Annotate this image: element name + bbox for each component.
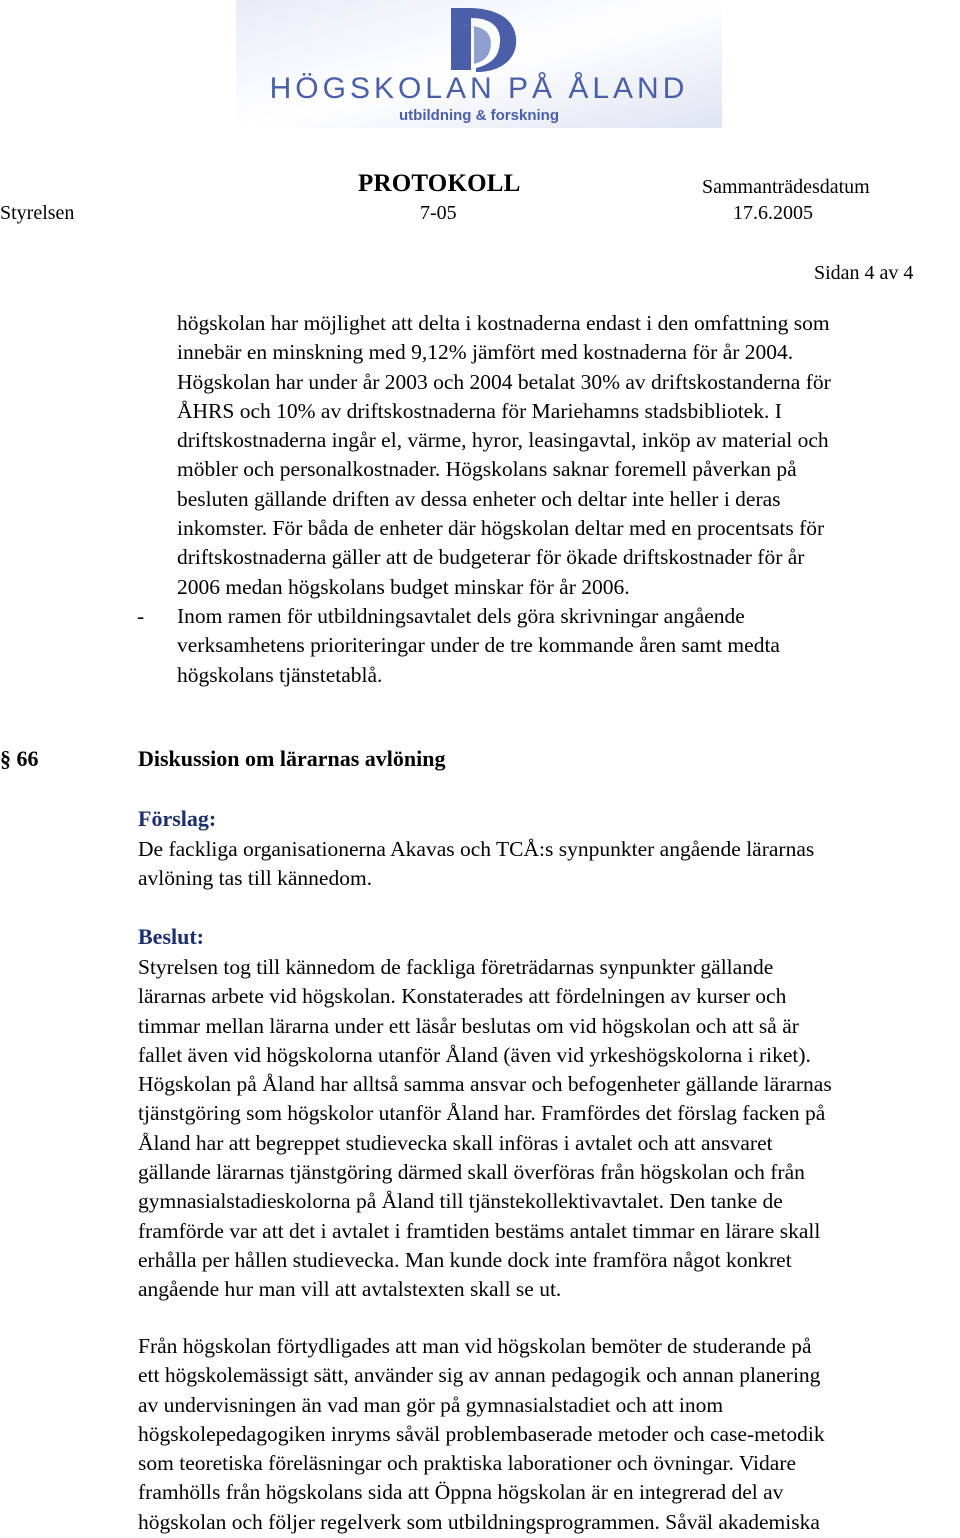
logo-tagline: utbildning & forskning (399, 107, 559, 124)
text-line: timmar mellan lärarna under ett läsår beslutas om vid högskolan och att så är (138, 1013, 799, 1038)
document-title: PROTOKOLL (358, 170, 521, 197)
text-line: Högskolan på Åland har alltså samma ansvar och befogenheter gällande lärarnas (138, 1072, 832, 1097)
decision-label: Beslut: (138, 924, 204, 949)
section-title: Diskussion om lärarnas avlöning (138, 746, 446, 771)
logo-name: HÖGSKOLAN PÅ ÅLAND (269, 72, 689, 105)
text-line: av undervisningen än vad man gör på gymnasialstadiet och att inom (138, 1392, 724, 1417)
text-line: innebär en minskning med 9,12% jämfört med kostnaderna för år 2004. (177, 340, 794, 365)
paragraph-continued (177, 309, 831, 602)
proposal-text (138, 835, 814, 894)
text-line: driftskostnaderna gäller att de budgeterar för ökade driftskostnader för år (177, 545, 805, 570)
text-line: besluten gällande driften av dessa enheter och deltar inte heller i deras (177, 486, 781, 511)
text-line: som teoretiska föreläsningar och praktiska laborationer och övningar. Vidare (138, 1451, 797, 1476)
text-line: ett högskolemässigt sätt, använder sig av annan pedagogik och annan planering (138, 1363, 821, 1388)
decision-text (138, 953, 832, 1305)
text-line: driftskostnaderna ingår el, värme, hyror, leasingavtal, inköp av material och (177, 428, 829, 453)
text-line: högskolan och följer regelverk som utbildningsprogrammen. Såväl akademiska (138, 1509, 820, 1534)
text-line: tjänstgöring som högskolor utanför Åland har. Framfördes det förslag facken på (138, 1101, 826, 1126)
hogskolan-logo (236, 0, 722, 128)
clarification-paragraph (138, 1332, 825, 1537)
board-label: Styrelsen (0, 202, 75, 224)
text-line: möbler och personalkostnader. Högskolans saknar foremell påverkan på (177, 457, 797, 482)
text-line: ÅHRS och 10% av driftskostnaderna för Mariehamns stadsbibliotek. I (177, 398, 782, 423)
text-line: framhölls från högskolans sida att Öppna högskolan är en integrerad del av (138, 1480, 784, 1505)
text-line: högskolans tjänstetablå. (177, 662, 383, 687)
meeting-date: 17.6.2005 (733, 202, 813, 224)
text-line: fallet även vid högskolorna utanför Åland (även vid yrkeshögskolorna i riket). (138, 1042, 811, 1067)
text-line: högskolepedagogiken inryms såväl problembaserade metoder och case-metodik (138, 1421, 825, 1446)
text-line: gällande lärarnas tjänstgöring därmed skall överföras från högskolan och från (138, 1160, 805, 1185)
text-line: 2006 medan högskolans budget minskar för år 2006. (177, 574, 630, 599)
text-line: angående hur man vill att avtalstexten skall se ut. (138, 1277, 562, 1302)
section-number: § 66 (0, 746, 39, 771)
proposal-label: Förslag: (138, 806, 217, 831)
text-line: verksamhetens prioriteringar under de tre kommande åren samt medta (177, 633, 780, 658)
protocol-number: 7-05 (420, 202, 457, 224)
text-line: gymnasialstadieskolorna på Åland till tjänstekollektivavtalet. Den tanke de (138, 1189, 783, 1214)
text-line: Från högskolan förtydligades att man vid högskolan bemöter de studerande på (138, 1334, 812, 1358)
text-line: erhålla per hållen studievecka. Man kunde dock inte framföra något konkret (138, 1247, 792, 1272)
text-line: lärarnas arbete vid högskolan. Konstaterades att fördelningen av kurser och (138, 984, 787, 1009)
text-line: De fackliga organisationerna Akavas och TCÅ:s synpunkter angående lärarnas (138, 837, 815, 861)
bullet-dash: - (137, 604, 145, 628)
page-number: Sidan 4 av 4 (814, 262, 914, 284)
text-line: Inom ramen för utbildningsavtalet dels göra skrivningar angående (177, 604, 745, 628)
text-line: Åland har att begreppet studievecka skall införas i avtalet och att ansvaret (138, 1130, 773, 1155)
text-line: Högskolan har under år 2003 och 2004 betalat 30% av driftskostanderna för (177, 369, 831, 394)
text-line: Styrelsen tog till kännedom de fackliga företrädarnas synpunkter gällande (138, 955, 774, 979)
meeting-date-label: Sammanträdesdatum (702, 176, 870, 198)
text-line: framförde var att det i avtalet i framtiden bestäms antalet timmar en lärare skall (138, 1218, 821, 1243)
text-line: högskolan har möjlighet att delta i kostnaderna endast i den omfattning som (177, 311, 830, 335)
bullet-item (177, 602, 780, 690)
text-line: avlöning tas till kännedom. (138, 866, 373, 891)
text-line: inkomster. För båda de enheter där högskolan deltar med en procentsats för (177, 516, 825, 541)
